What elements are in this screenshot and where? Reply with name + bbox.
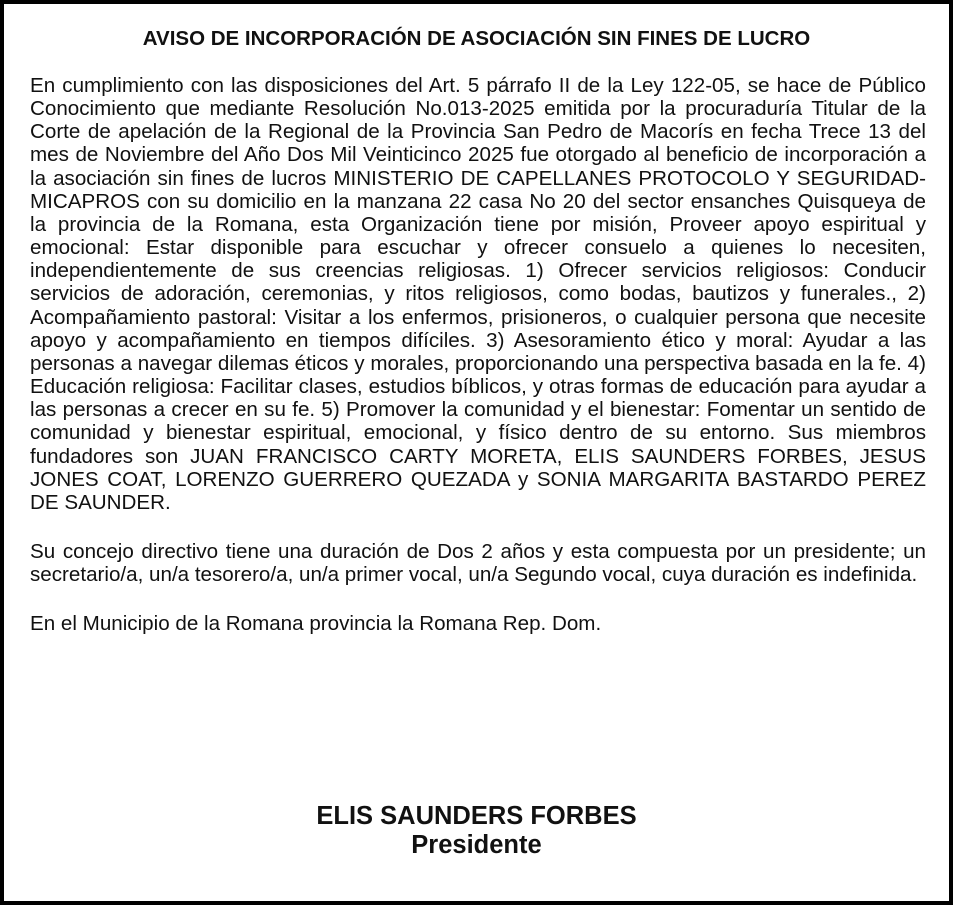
signatory-name: ELIS SAUNDERS FORBES bbox=[316, 802, 637, 830]
notice-title: AVISO DE INCORPORACIÓN DE ASOCIACIÓN SIN FINES DE LUCRO bbox=[142, 27, 811, 50]
body-paragraph-board: Su concejo directivo tiene una duración de Dos 2 años y esta compuesta por un presidente; un secretario/a, un/a tesorero/a, un/a primer vocal, un/a Segundo vocal, cuya duración es indefinida. bbox=[30, 539, 926, 587]
body-paragraph-location: En el Municipio de la Romana provincia la Romana Rep. Dom. bbox=[30, 612, 602, 636]
signature-block bbox=[4, 802, 949, 860]
body-paragraph-main: En cumplimiento con las disposiciones del Art. 5 párrafo II de la Ley 122-05, se hace de Público Conocimiento que mediante Resolución No.013-2025 emitida por la procuraduría Titular de la Corte de apelación de la Regional de la Provincia San Pedro de Macorís en fecha Trece 13 del mes de Noviembre del Año Dos Mil Veinticinco 2025 fue otorgado al beneficio de incorporación a la asociación sin fines de lucros MINISTERIO DE CAPELLANES PROTOCOLO Y SEGURIDAD-MICAPROS con su domicilio en la manzana 22 casa No 20 del sector ensanches Quisqueya de la provincia de la Romana, esta Organización tiene por misión, Proveer apoyo espiritual y emocional: Estar disponible para escuchar y ofrecer consuelo a quienes lo necesiten, independientemente de sus creencias religiosas. 1) Ofrecer servicios religiosos: Conducir servicios de adoración, ceremonias, y ritos religiosos, como bodas, bautizos y funerales., 2) Acompañamiento pastoral: Visitar a los enfermos, prisioneros, o cualquier persona que necesite apoyo y acompañamiento en tiempos difíciles. 3) Asesoramiento ético y moral: Ayudar a las personas a navegar dilemas éticos y morales, proporcionando una perspectiva basada en la fe. 4) Educación religiosa: Facilitar clases, estudios bíblicos, y otras formas de educación para ayudar a las personas a crecer en su fe. 5) Promover la comunidad y el bienestar: Fomentar un sentido de comunidad y bienestar espiritual, emocional, y físico dentro de su entorno. Sus miembros fundadores son JUAN FRANCISCO CARTY MORETA, ELIS SAUNDERS FORBES, JESUS JONES COAT, LORENZO GUERRERO QUEZADA y SONIA MARGARITA BASTARDO PEREZ DE SAUNDER. bbox=[30, 74, 926, 514]
signatory-role: Presidente bbox=[411, 831, 542, 859]
notice-body bbox=[30, 74, 926, 635]
